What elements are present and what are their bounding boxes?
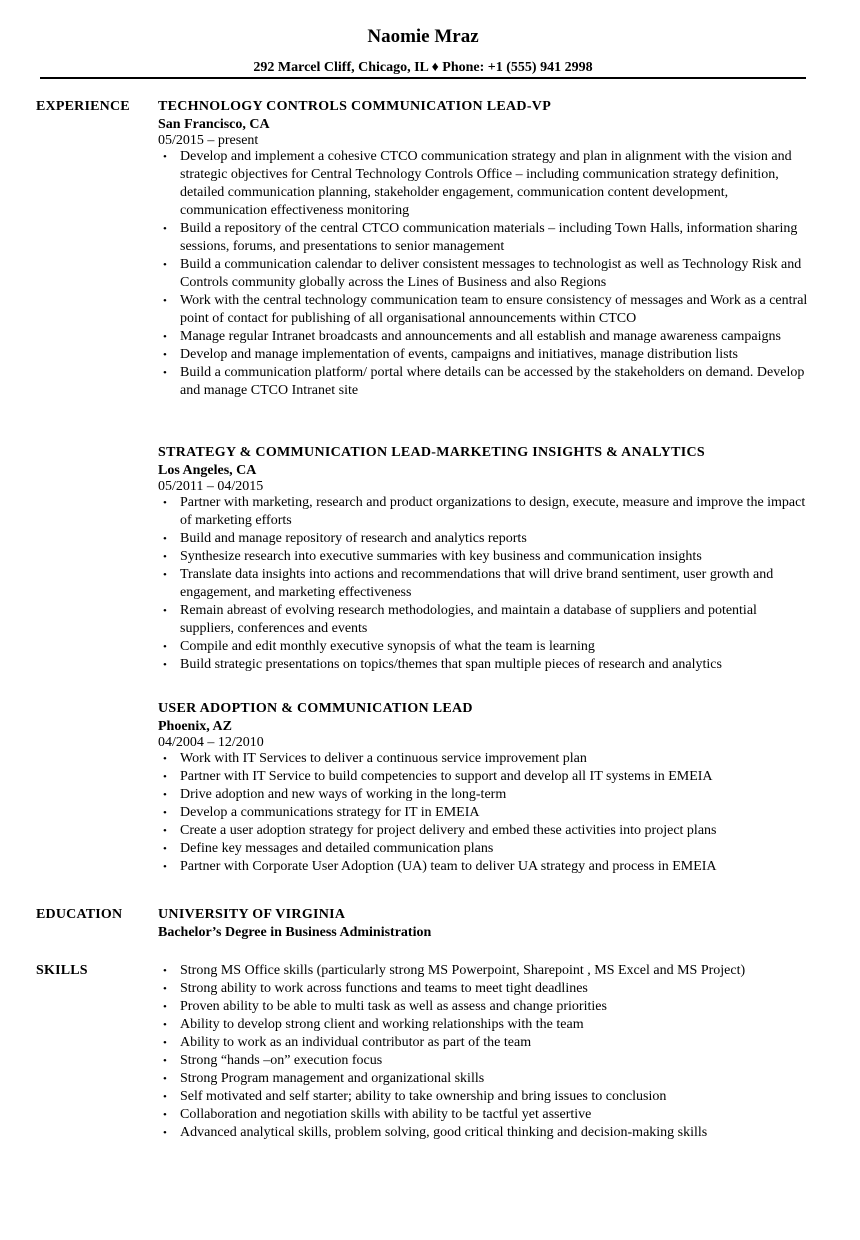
list-item-text: Remain abreast of evolving research methodologies, and maintain a database of suppliers and potential suppliers, conferences and events: [180, 603, 757, 636]
section-label-education: EDUCATION: [36, 907, 123, 922]
job-dates: 04/2004 – 12/2010: [158, 735, 264, 750]
list-item: [158, 840, 808, 858]
list-item-text: Develop a communications strategy for IT in EMEIA: [180, 805, 480, 820]
job-entry: [158, 700, 808, 876]
job-bullet-list: [158, 148, 808, 400]
job-dates: 05/2015 – present: [158, 133, 259, 148]
job-dates: 05/2011 – 04/2015: [158, 479, 264, 494]
bullet-icon: •: [163, 1109, 167, 1121]
list-item: [158, 638, 808, 656]
skills-list: [158, 962, 808, 1142]
list-item: [158, 750, 808, 768]
list-item: [158, 822, 808, 840]
list-item-text: Strong ability to work across functions and teams to meet tight deadlines: [180, 981, 588, 996]
list-item: [158, 768, 808, 786]
list-item: [158, 148, 808, 220]
list-item-text: Compile and edit monthly executive synopsis of what the team is learning: [180, 639, 595, 654]
list-item: [158, 328, 808, 346]
bullet-icon: •: [163, 807, 167, 819]
contact-line: 292 Marcel Cliff, Chicago, IL ♦ Phone: +1 (555) 941 2998: [253, 60, 593, 75]
school-name: UNIVERSITY OF VIRGINIA: [158, 907, 346, 922]
list-item-text: Define key messages and detailed communication plans: [180, 841, 494, 856]
bullet-icon: •: [163, 659, 167, 671]
bullet-icon: •: [163, 843, 167, 855]
bullet-icon: •: [163, 533, 167, 545]
list-item-text: Strong MS Office skills (particularly strong MS Powerpoint, Sharepoint , MS Excel and MS Project): [180, 963, 746, 978]
bullet-icon: •: [163, 259, 167, 271]
list-item-text: Ability to develop strong client and working relationships with the team: [180, 1017, 584, 1032]
bullet-icon: •: [163, 223, 167, 235]
bullet-icon: •: [163, 151, 167, 163]
job-title: STRATEGY & COMMUNICATION LEAD-MARKETING INSIGHTS & ANALYTICS: [158, 445, 705, 460]
bullet-icon: •: [163, 349, 167, 361]
list-item: [158, 292, 808, 328]
bullet-icon: •: [163, 367, 167, 379]
bullet-icon: •: [163, 861, 167, 873]
list-item-text: Advanced analytical skills, problem solving, good critical thinking and decision-making skills: [180, 1125, 708, 1140]
education-entry: [158, 906, 808, 941]
list-item-text: Work with the central technology communication team to ensure consistency of messages and Work as a central point of contact for publishing of all organisational announcements within CTCO: [180, 293, 808, 326]
list-item: [158, 220, 808, 256]
list-item: [158, 530, 808, 548]
bullet-icon: •: [163, 789, 167, 801]
bullet-icon: •: [163, 1091, 167, 1103]
list-item: [158, 786, 808, 804]
job-bullet-list: [158, 750, 808, 876]
bullet-icon: •: [163, 641, 167, 653]
list-item-text: Build a communication platform/ portal where details can be accessed by the stakeholders on demand. Develop and manage CTCO Intranet site: [180, 365, 805, 398]
list-item-text: Build and manage repository of research and analytics reports: [180, 531, 527, 546]
job-location: San Francisco, CA: [158, 117, 270, 132]
bullet-icon: •: [163, 497, 167, 509]
list-item-text: Partner with marketing, research and product organizations to design, execute, measure and improve the impact of marketing efforts: [180, 495, 806, 528]
list-item: [158, 980, 808, 998]
skills-entry: [158, 962, 808, 1142]
list-item: [158, 1106, 808, 1124]
bullet-icon: •: [163, 1037, 167, 1049]
section-label-skills: SKILLS: [36, 963, 88, 978]
list-item-text: Strong Program management and organizational skills: [180, 1071, 485, 1086]
bullet-icon: •: [163, 551, 167, 563]
list-item-text: Develop and manage implementation of events, campaigns and initiatives, manage distribution lists: [180, 347, 738, 362]
list-item: [158, 364, 808, 400]
bullet-icon: •: [163, 1127, 167, 1139]
header-divider: [40, 77, 806, 79]
list-item: [158, 1124, 808, 1142]
list-item: [158, 858, 808, 876]
list-item: [158, 1070, 808, 1088]
list-item-text: Self motivated and self starter; ability to take ownership and bring issues to conclusion: [180, 1089, 667, 1104]
job-location: Los Angeles, CA: [158, 463, 257, 478]
list-item-text: Work with IT Services to deliver a continuous service improvement plan: [180, 751, 587, 766]
list-item: [158, 1088, 808, 1106]
bullet-icon: •: [163, 1019, 167, 1031]
list-item-text: Collaboration and negotiation skills with ability to be tactful yet assertive: [180, 1107, 592, 1122]
list-item-text: Strong “hands –on” execution focus: [180, 1053, 383, 1068]
job-entry: [158, 444, 808, 674]
list-item: [158, 566, 808, 602]
list-item: [158, 656, 808, 674]
bullet-icon: •: [163, 331, 167, 343]
list-item-text: Create a user adoption strategy for project delivery and embed these activities into project plans: [180, 823, 717, 838]
job-location: Phoenix, AZ: [158, 719, 232, 734]
list-item-text: Translate data insights into actions and recommendations that will drive brand sentiment, user growth and engagement, and marketing effectiveness: [180, 567, 774, 600]
list-item: [158, 494, 808, 530]
bullet-icon: •: [163, 983, 167, 995]
degree: Bachelor’s Degree in Business Administration: [158, 925, 432, 940]
list-item: [158, 346, 808, 364]
list-item-text: Partner with IT Service to build competencies to support and develop all IT systems in EMEIA: [180, 769, 713, 784]
bullet-icon: •: [163, 1001, 167, 1013]
list-item-text: Develop and implement a cohesive CTCO communication strategy and plan in alignment with the vision and strategic objectives for Central Technology Controls Office – including communication strategy definition, detailed communication planning, stakeholder engagement, communication content development, communication effectiveness monitoring: [180, 149, 792, 218]
list-item-text: Ability to work as an individual contributor as part of the team: [180, 1035, 532, 1050]
list-item: [158, 998, 808, 1016]
list-item: [158, 1016, 808, 1034]
bullet-icon: •: [163, 295, 167, 307]
list-item-text: Build strategic presentations on topics/themes that span multiple pieces of research and analytics: [180, 657, 722, 672]
list-item: [158, 548, 808, 566]
bullet-icon: •: [163, 605, 167, 617]
bullet-icon: •: [163, 1073, 167, 1085]
list-item-text: Proven ability to be able to multi task as well as assess and change priorities: [180, 999, 607, 1014]
bullet-icon: •: [163, 569, 167, 581]
list-item: [158, 602, 808, 638]
job-title: TECHNOLOGY CONTROLS COMMUNICATION LEAD-VP: [158, 99, 552, 114]
job-title: USER ADOPTION & COMMUNICATION LEAD: [158, 701, 473, 716]
list-item-text: Partner with Corporate User Adoption (UA) team to deliver UA strategy and process in EMEIA: [180, 859, 717, 874]
job-bullet-list: [158, 494, 808, 674]
list-item-text: Drive adoption and new ways of working in the long-term: [180, 787, 507, 802]
bullet-icon: •: [163, 825, 167, 837]
list-item: [158, 962, 808, 980]
candidate-name: Naomie Mraz: [367, 26, 479, 47]
list-item: [158, 256, 808, 292]
list-item: [158, 804, 808, 822]
list-item: [158, 1052, 808, 1070]
section-label-experience: EXPERIENCE: [36, 99, 130, 114]
bullet-icon: •: [163, 965, 167, 977]
list-item: [158, 1034, 808, 1052]
bullet-icon: •: [163, 1055, 167, 1067]
job-entry: [158, 98, 808, 400]
list-item-text: Build a repository of the central CTCO communication materials – including Town Halls, information sharing sessions, forums, and presentations to senior management: [180, 221, 798, 254]
bullet-icon: •: [163, 771, 167, 783]
list-item-text: Synthesize research into executive summaries with key business and communication insights: [180, 549, 702, 564]
list-item-text: Build a communication calendar to deliver consistent messages to technologist as well as Technology Risk and Controls community globally across the Lines of Business and also Regions: [180, 257, 802, 290]
list-item-text: Manage regular Intranet broadcasts and announcements and all establish and manage awareness campaigns: [180, 329, 781, 344]
bullet-icon: •: [163, 753, 167, 765]
